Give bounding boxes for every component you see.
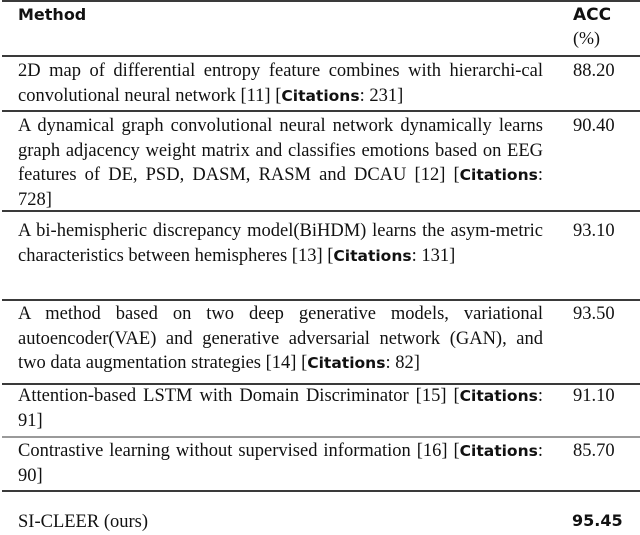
acc-cell: 91.10 (573, 386, 615, 406)
citations-label: Citations (333, 246, 412, 265)
citations-label: Citations (459, 442, 538, 460)
row-rule (2, 490, 640, 492)
method-cell: SI-CLEER (ours) (18, 512, 148, 532)
citation-count: 728 (18, 189, 46, 210)
header-acc-unit: (%) (573, 28, 600, 48)
citations-label: Citations (281, 86, 360, 105)
acc-cell: 93.50 (573, 304, 615, 324)
method-cell: A bi-hemispheric discrepancy model(BiHDM) learns the asym-metric characteristics between hemispheres [13] [Citations: 131] (18, 221, 543, 266)
row-rule (2, 436, 640, 438)
acc-cell-best: 95.45 (572, 511, 623, 530)
header-method: Method (18, 5, 87, 24)
citation-count: 231 (369, 85, 398, 106)
acc-cell: 88.20 (573, 61, 615, 81)
method-cell: A method based on two deep generative models, variational autoencoder(VAE) and generative adversarial network (GAN), and two data augmentation strategies [14] [Citations: 82] (18, 304, 543, 373)
row-rule (2, 299, 640, 301)
acc-cell: 85.70 (573, 441, 615, 461)
citation-count: 91 (18, 410, 37, 431)
citations-label: Citations (459, 387, 538, 405)
citation-count: 90 (18, 465, 37, 486)
header-acc: ACC (573, 5, 612, 25)
method-cell: 2D map of differential entropy feature combines with hierarchi-cal convolutional neural network [11] [Citations: 231] (18, 61, 543, 106)
row-rule (2, 110, 640, 112)
citation-count: 82 (395, 353, 414, 373)
method-cell: A dynamical graph convolutional neural network dynamically learns graph adjacency weight matrix and classifies emotions based on EEG features of DE, PSD, DASM, RASM and DCAU [12] [Citations: 728] (18, 116, 543, 210)
citations-label: Citations (307, 354, 386, 372)
method-cell: Contrastive learning without supervised information [16] [Citations: 90] (18, 441, 543, 486)
row-rule (2, 210, 640, 212)
table-top-rule (2, 0, 640, 2)
method-cell: Attention-based LSTM with Domain Discriminator [15] [Citations: 91] (18, 386, 543, 431)
citation-count: 131 (421, 245, 450, 266)
citations-label: Citations (459, 166, 538, 184)
acc-cell: 93.10 (573, 221, 615, 241)
acc-cell: 90.40 (573, 116, 615, 136)
header-rule (2, 55, 640, 57)
